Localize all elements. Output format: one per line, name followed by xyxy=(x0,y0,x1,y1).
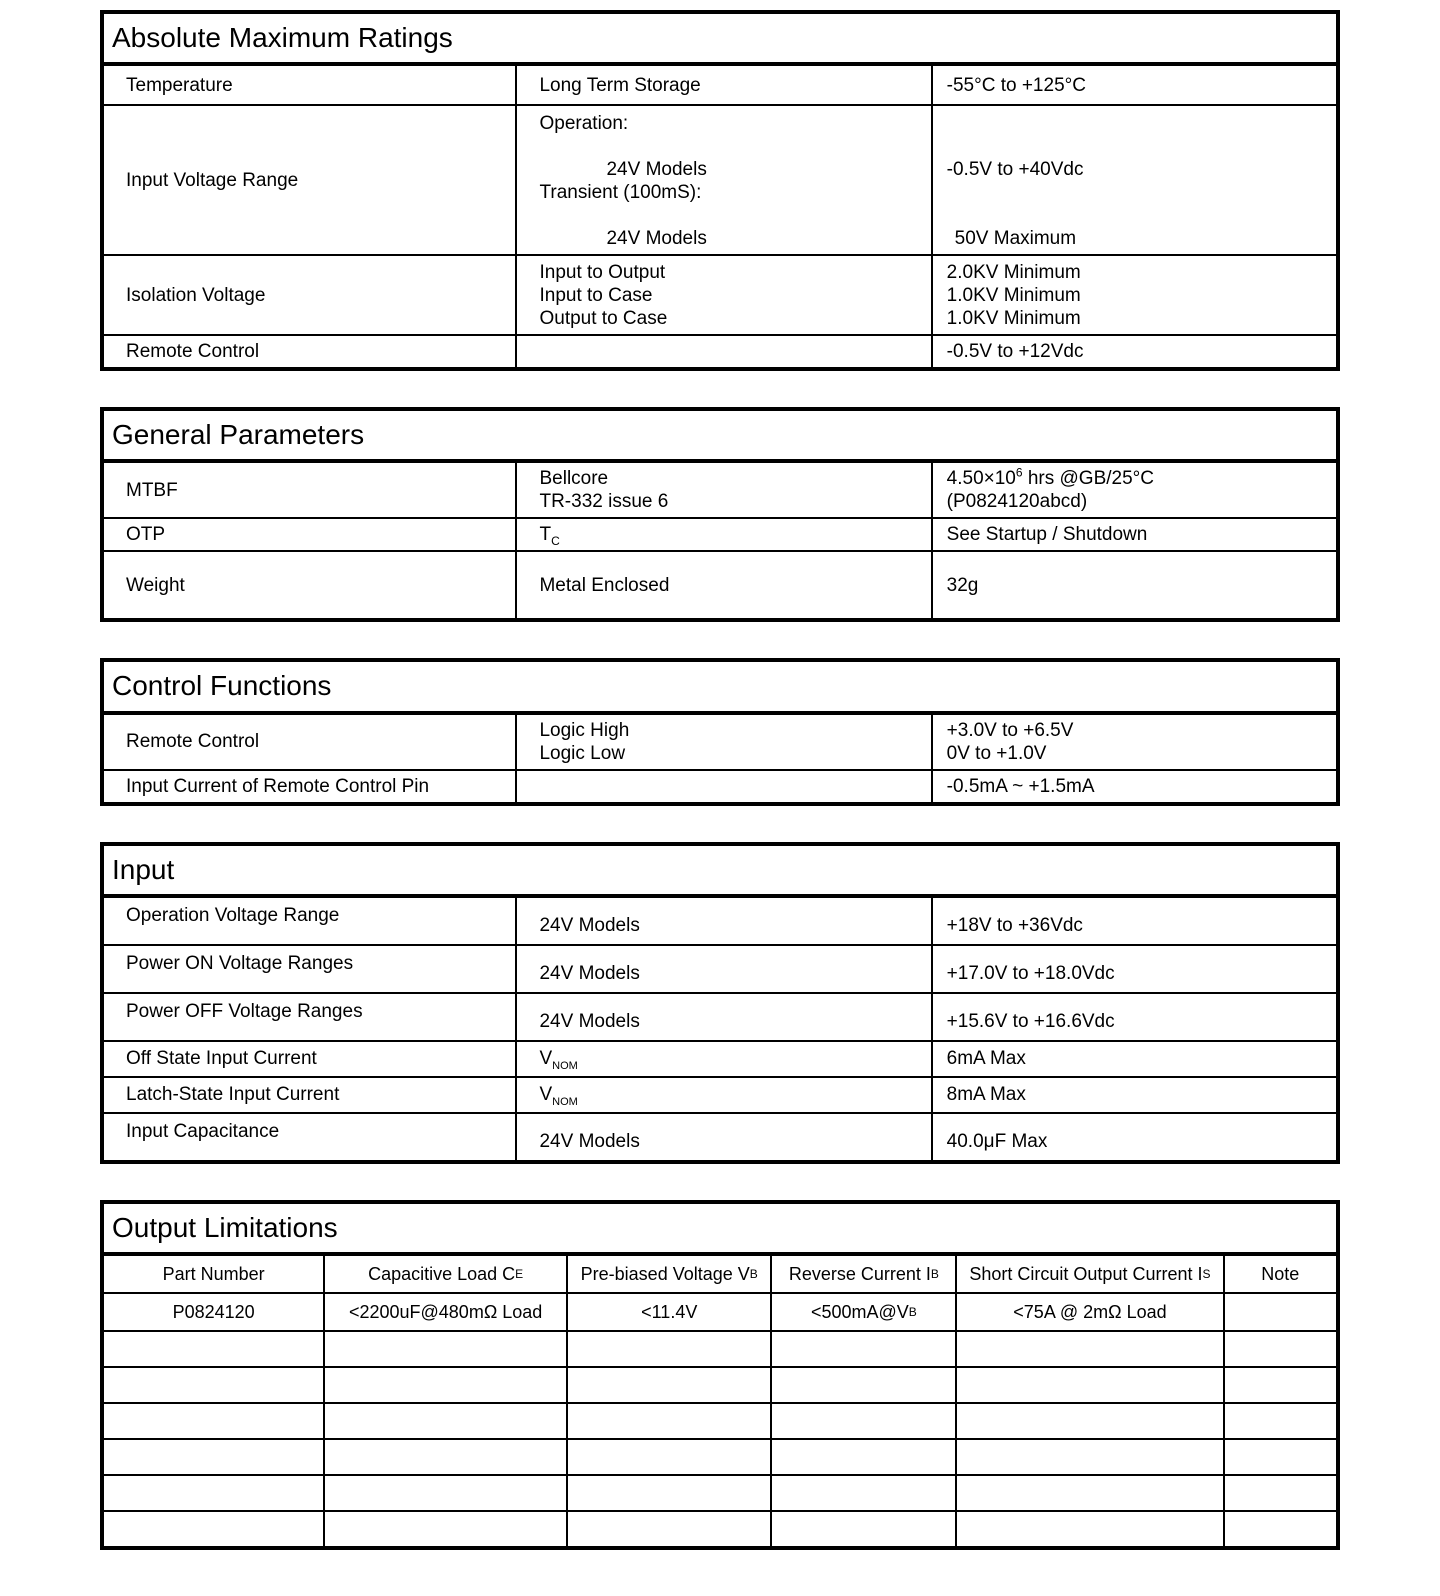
header-text: Pre-biased Voltage V xyxy=(580,1263,750,1284)
value-line xyxy=(947,467,1326,490)
note-cell xyxy=(1223,1294,1336,1330)
symbol-base: V xyxy=(539,1084,553,1106)
section-title: Absolute Maximum Ratings xyxy=(104,14,1336,66)
blank-line xyxy=(539,135,920,158)
param-label: Input Current of Remote Control Pin xyxy=(126,775,430,797)
empty-cell xyxy=(955,1332,1222,1366)
condition-line: Output to Case xyxy=(539,307,668,329)
empty-cell xyxy=(323,1440,566,1474)
empty-cell xyxy=(955,1368,1222,1402)
value-text: <500mA@V xyxy=(810,1301,909,1322)
table-header-row xyxy=(104,1256,1336,1292)
param-label: Power OFF Voltage Ranges xyxy=(126,1000,363,1022)
empty-cell xyxy=(1223,1332,1336,1366)
param-value: -55°C to +125°C xyxy=(931,66,1336,104)
param-value: 32g xyxy=(931,552,1336,618)
param-value: See Startup / Shutdown xyxy=(931,519,1336,550)
reverse-current-cell: <500mA@V B xyxy=(770,1294,955,1330)
param-value xyxy=(931,463,1336,517)
param-condition-empty xyxy=(515,336,930,367)
param-value: 6mA Max xyxy=(931,1042,1336,1076)
param-condition xyxy=(515,715,930,769)
condition-line: Operation: xyxy=(539,113,629,135)
condition-line xyxy=(539,523,920,549)
value-line: 1.0KV Minimum xyxy=(946,284,1081,306)
table-row xyxy=(104,66,1336,104)
empty-cell xyxy=(770,1440,955,1474)
section-title: General Parameters xyxy=(104,411,1336,463)
empty-cell xyxy=(770,1512,955,1546)
param-condition xyxy=(515,463,930,517)
column-header-reverse-current: Reverse Current I B xyxy=(770,1256,955,1292)
blank-line xyxy=(947,204,1326,227)
symbol-base: V xyxy=(539,1048,553,1070)
param-condition: Metal Enclosed xyxy=(515,552,930,618)
param-label: Off State Input Current xyxy=(126,1048,317,1070)
part-number-cell: P0824120 xyxy=(172,1301,255,1322)
table-empty-row xyxy=(104,1474,1336,1510)
empty-cell xyxy=(323,1404,566,1438)
value-superscript: 6 xyxy=(1015,466,1023,481)
empty-cell xyxy=(955,1476,1222,1510)
section-title: Input xyxy=(104,846,1336,898)
table-row xyxy=(104,463,1336,517)
empty-cell xyxy=(323,1476,566,1510)
empty-cell xyxy=(770,1332,955,1366)
value-line: (P0824120abcd) xyxy=(946,491,1088,513)
param-label: Latch-State Input Current xyxy=(126,1084,340,1106)
empty-cell xyxy=(1223,1476,1336,1510)
table-body xyxy=(104,1256,1336,1546)
table-data-row xyxy=(104,1292,1336,1330)
condition-line: 24V Models xyxy=(606,228,707,250)
param-value: 8mA Max xyxy=(931,1078,1336,1112)
table-row xyxy=(104,944,1336,992)
table-general-parameters xyxy=(100,407,1340,622)
empty-cell xyxy=(566,1440,771,1474)
header-text: Short Circuit Output Current I xyxy=(969,1263,1203,1284)
blank-line xyxy=(947,135,1326,158)
table-control-functions xyxy=(100,658,1340,805)
blank-line xyxy=(947,112,1326,135)
param-condition xyxy=(515,106,930,254)
param-label: MTBF xyxy=(126,479,178,501)
empty-cell xyxy=(566,1332,771,1366)
param-value xyxy=(931,715,1336,769)
table-output-limitations xyxy=(100,1200,1340,1550)
param-condition xyxy=(515,1078,930,1112)
param-label: Power ON Voltage Ranges xyxy=(126,952,354,974)
empty-cell xyxy=(104,1404,323,1438)
table-empty-row xyxy=(104,1330,1336,1366)
condition-line: Input to Case xyxy=(539,284,653,306)
value-line: 50V Maximum xyxy=(954,228,1077,250)
table-row xyxy=(104,550,1336,618)
empty-cell xyxy=(566,1476,771,1510)
table-row xyxy=(104,334,1336,367)
table-row xyxy=(104,715,1336,769)
empty-cell xyxy=(104,1440,323,1474)
value-line: 0V to +1.0V xyxy=(946,742,1047,764)
table-row xyxy=(104,1040,1336,1076)
empty-cell xyxy=(566,1368,771,1402)
symbol-subscript: NOM xyxy=(552,1096,578,1109)
param-value: +17.0V to +18.0Vdc xyxy=(931,946,1336,992)
table-input xyxy=(100,842,1340,1164)
table-row xyxy=(104,898,1336,944)
condition-line: TR-332 issue 6 xyxy=(539,491,669,513)
param-condition: 24V Models xyxy=(515,898,930,944)
symbol-subscript: C xyxy=(551,534,560,549)
param-label: Operation Voltage Range xyxy=(126,904,340,926)
table-row xyxy=(104,254,1336,334)
empty-cell xyxy=(770,1404,955,1438)
param-label: Remote Control xyxy=(126,731,260,753)
param-value: 40.0μF Max xyxy=(931,1114,1336,1160)
short-circuit-current-cell: <75A @ 2mΩ Load xyxy=(955,1294,1222,1330)
param-value xyxy=(931,106,1336,254)
table-body xyxy=(104,898,1336,1160)
condition-line: Bellcore xyxy=(539,468,609,490)
param-condition: 24V Models xyxy=(515,994,930,1040)
value-line: 2.0KV Minimum xyxy=(946,261,1081,283)
condition-line: 24V Models xyxy=(606,159,707,181)
value-text: 4.50×10 xyxy=(946,468,1016,490)
section-title: Control Functions xyxy=(104,662,1336,714)
empty-cell xyxy=(104,1332,323,1366)
empty-cell xyxy=(1223,1368,1336,1402)
table-row xyxy=(104,517,1336,550)
blank-line xyxy=(539,204,920,227)
column-header-short-circuit-current: Short Circuit Output Current I S xyxy=(955,1256,1222,1292)
param-label: Isolation Voltage xyxy=(126,284,266,306)
value-line: +3.0V to +6.5V xyxy=(946,719,1074,741)
value-text: hrs @GB/25°C xyxy=(1022,468,1154,490)
param-label: Temperature xyxy=(126,74,233,96)
empty-cell xyxy=(323,1368,566,1402)
table-empty-row xyxy=(104,1510,1336,1546)
empty-cell xyxy=(1223,1404,1336,1438)
empty-cell xyxy=(1223,1440,1336,1474)
prebiased-voltage-cell: <11.4V xyxy=(566,1294,771,1330)
condition-line: Transient (100mS): xyxy=(539,182,702,204)
header-text: Reverse Current I xyxy=(788,1263,931,1284)
condition-line: Logic Low xyxy=(539,742,626,764)
param-value: -0.5V to +12Vdc xyxy=(931,336,1336,367)
column-header-capacitive-load: Capacitive Load C E xyxy=(323,1256,566,1292)
param-condition xyxy=(515,519,930,550)
param-label: Input Voltage Range xyxy=(126,169,299,191)
empty-cell xyxy=(955,1404,1222,1438)
empty-cell xyxy=(770,1368,955,1402)
table-empty-row xyxy=(104,1366,1336,1402)
table-body xyxy=(104,463,1336,618)
param-condition: 24V Models xyxy=(515,946,930,992)
param-condition xyxy=(515,256,930,334)
symbol-subscript: NOM xyxy=(552,1060,578,1073)
param-value: +18V to +36Vdc xyxy=(931,898,1336,944)
param-label: OTP xyxy=(126,524,166,546)
column-header-prebiased-voltage: Pre-biased Voltage V B xyxy=(566,1256,771,1292)
capacitive-load-cell: <2200uF@480mΩ Load xyxy=(323,1294,566,1330)
param-value: +15.6V to +16.6Vdc xyxy=(931,994,1336,1040)
param-value: -0.5mA ~ +1.5mA xyxy=(931,771,1336,802)
param-label: Weight xyxy=(126,574,185,596)
empty-cell xyxy=(104,1476,323,1510)
empty-cell xyxy=(104,1368,323,1402)
blank-line xyxy=(947,181,1326,204)
param-condition: 24V Models xyxy=(515,1114,930,1160)
param-label: Remote Control xyxy=(126,341,260,363)
symbol-base: T xyxy=(539,524,552,546)
table-row xyxy=(104,769,1336,802)
table-row xyxy=(104,1076,1336,1112)
column-header-note: Note xyxy=(1223,1256,1336,1292)
table-row xyxy=(104,992,1336,1040)
table-empty-row xyxy=(104,1438,1336,1474)
column-header-part-number: Part Number xyxy=(162,1263,265,1284)
param-condition: Long Term Storage xyxy=(515,66,930,104)
value-line: 1.0KV Minimum xyxy=(946,307,1081,329)
table-body xyxy=(104,66,1336,367)
header-text: Capacitive Load C xyxy=(368,1263,516,1284)
empty-cell xyxy=(323,1332,566,1366)
empty-cell xyxy=(955,1512,1222,1546)
empty-cell xyxy=(104,1512,323,1546)
param-condition xyxy=(515,1042,930,1076)
empty-cell xyxy=(1223,1512,1336,1546)
empty-cell xyxy=(955,1440,1222,1474)
table-body xyxy=(104,715,1336,802)
param-value xyxy=(931,256,1336,334)
condition-line: Input to Output xyxy=(539,261,666,283)
empty-cell xyxy=(323,1512,566,1546)
condition-line xyxy=(539,1083,920,1109)
value-line: -0.5V to +40Vdc xyxy=(946,159,1084,181)
section-title: Output Limitations xyxy=(104,1204,1336,1256)
table-absolute-maximum-ratings xyxy=(100,10,1340,371)
empty-cell xyxy=(770,1476,955,1510)
table-row xyxy=(104,104,1336,254)
table-empty-row xyxy=(104,1402,1336,1438)
param-label: Input Capacitance xyxy=(126,1120,280,1142)
table-row xyxy=(104,1112,1336,1160)
empty-cell xyxy=(566,1404,771,1438)
condition-line xyxy=(539,1047,920,1073)
param-condition-empty xyxy=(515,771,930,802)
condition-line: Logic High xyxy=(539,719,630,741)
empty-cell xyxy=(566,1512,771,1546)
